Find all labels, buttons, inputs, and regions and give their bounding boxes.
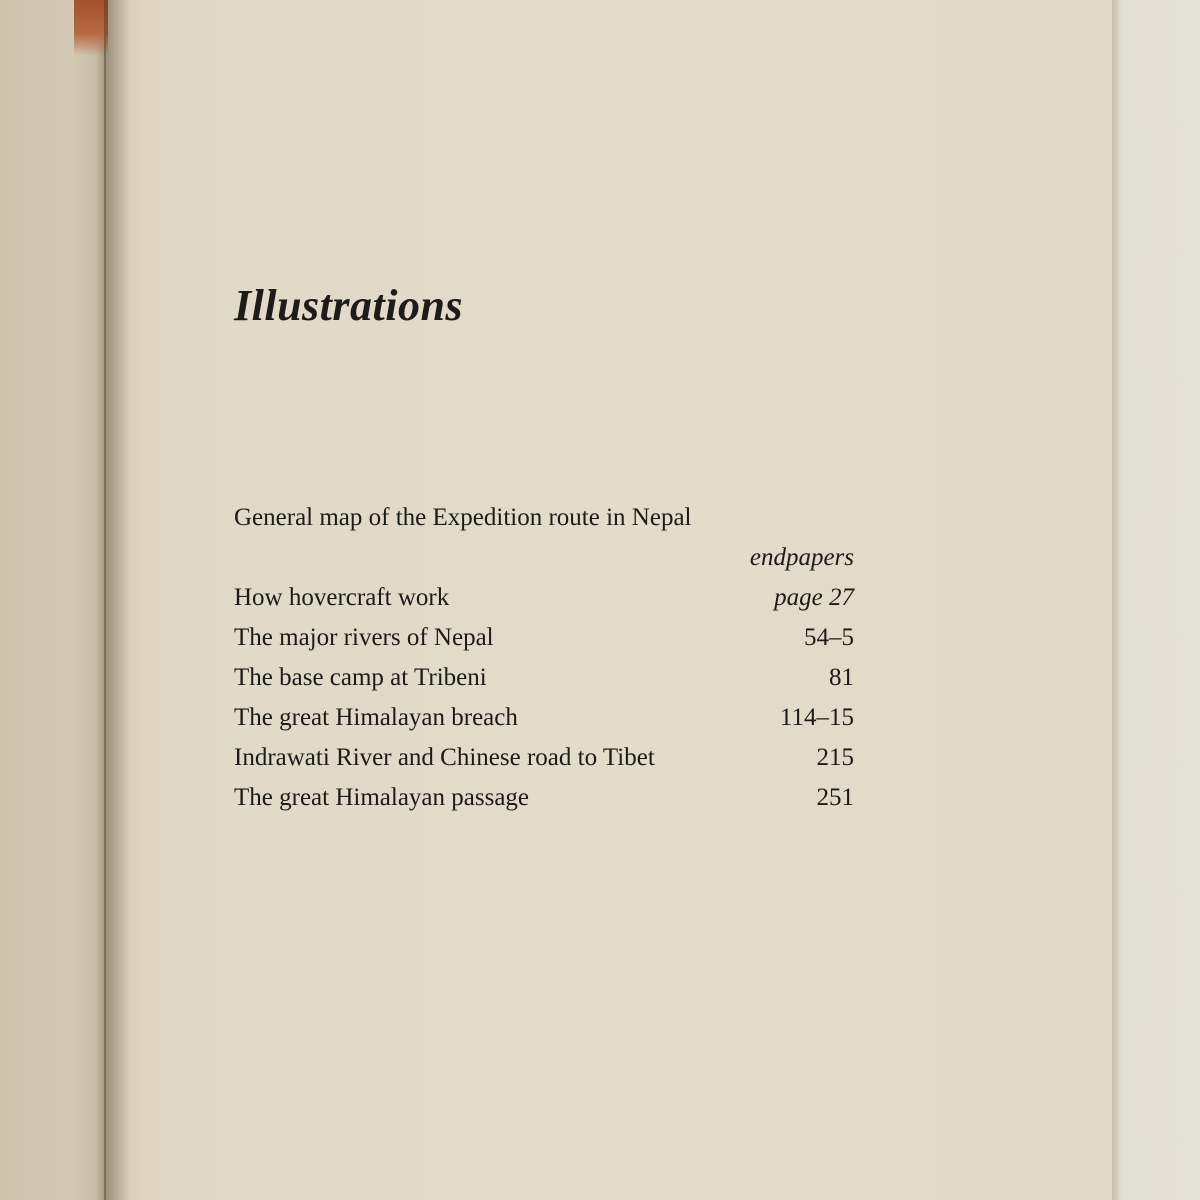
binding-shadow bbox=[104, 0, 130, 1200]
page-right-edge bbox=[1112, 0, 1122, 1200]
list-item bbox=[234, 778, 854, 818]
list-item-pages: 215 bbox=[816, 744, 854, 771]
list-item bbox=[234, 698, 854, 738]
list-item-pages: page 27 bbox=[774, 584, 854, 611]
list-item-pages: endpapers bbox=[749, 544, 854, 571]
list-item-pages: 54–5 bbox=[804, 624, 854, 651]
list-item bbox=[234, 738, 854, 778]
illustrations-page bbox=[108, 0, 1118, 1200]
list-item bbox=[234, 618, 854, 658]
list-item-label: The major rivers of Nepal bbox=[234, 624, 494, 651]
illustrations-list bbox=[234, 498, 854, 818]
list-item bbox=[234, 658, 854, 698]
list-item-label: How hovercraft work bbox=[234, 584, 450, 611]
list-item-label: Indrawati River and Chinese road to Tibet bbox=[234, 744, 655, 771]
list-item-pages: 251 bbox=[816, 784, 854, 811]
page-heading: Illustrations bbox=[234, 281, 464, 330]
list-item-pages: 81 bbox=[829, 664, 854, 691]
list-item-label: The great Himalayan breach bbox=[234, 704, 518, 731]
page-content bbox=[234, 280, 854, 811]
list-item bbox=[234, 578, 854, 618]
list-item-label: The base camp at Tribeni bbox=[234, 664, 487, 691]
list-item-label: The great Himalayan passage bbox=[234, 784, 530, 811]
list-item-pages: 114–15 bbox=[779, 704, 854, 731]
left-facing-page bbox=[0, 0, 106, 1200]
list-item-label: General map of the Expedition route in Nepal bbox=[234, 504, 692, 531]
